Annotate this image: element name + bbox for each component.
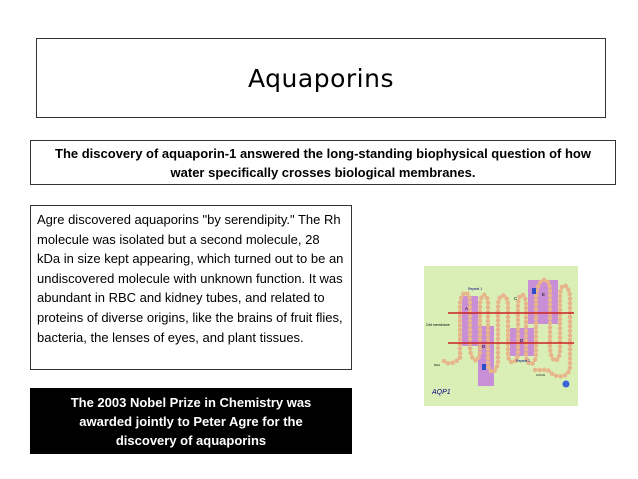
lead-text: The discovery of aquaporin-1 answered the long-standing biophysical question of how water specifically crosses biological membranes. [55, 145, 591, 180]
repeat1-label: Repeat 1 [468, 287, 483, 291]
body-text: Agre discovered aquaporins "by serendipity." The Rh molecule was isolated but a second molecule, 28 kDa in size kept appearing, which turned out to be an undiscovered molecule with unknown function. It was abundant in RBC and kidney tubes, and related to proteins of diverse origins, like the brains of fruit flies, bacteria, the lenses of eyes, and plant tissues. [37, 212, 344, 345]
logo-icon [563, 381, 570, 388]
nterm-label: NH2 [434, 363, 441, 367]
membrane-label: Cell membrane [426, 323, 450, 327]
title-box [36, 38, 606, 118]
cterm-label: COOH [536, 373, 545, 377]
segment-label-c: C [514, 296, 518, 301]
segment-label-a: A [465, 306, 469, 311]
aquaporin-svg [424, 266, 578, 406]
aquaporin-diagram [424, 266, 578, 406]
segment-label-e: E [542, 292, 546, 297]
marker [532, 288, 536, 294]
segment-label-b: B [482, 344, 486, 349]
body-box [30, 205, 352, 370]
slide-title: Aquaporins [248, 63, 394, 93]
marker [482, 364, 486, 370]
segment-label-d: D [520, 338, 524, 343]
nobel-text: The 2003 Nobel Prize in Chemistry was awarded jointly to Peter Agre for the discovery of aquaporins [70, 394, 312, 448]
nobel-box [30, 388, 352, 454]
figure-label: AQP1 [432, 389, 451, 396]
lead-box [30, 140, 616, 185]
helix-box [528, 280, 558, 324]
repeat2-label: Repeat 2 [516, 359, 531, 363]
